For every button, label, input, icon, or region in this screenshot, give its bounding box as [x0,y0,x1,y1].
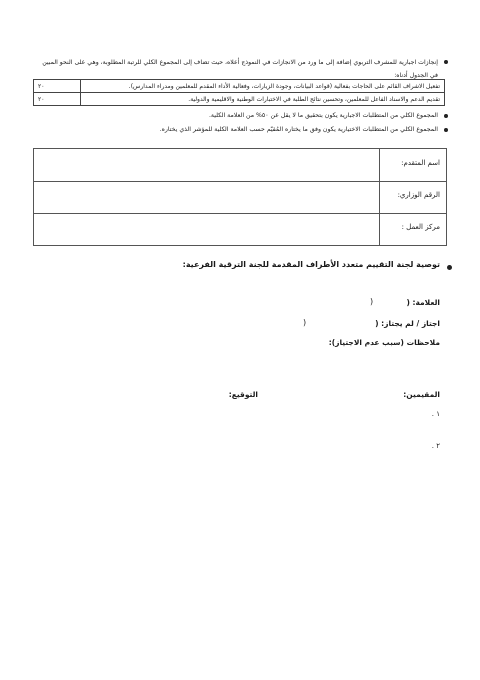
evaluators-label: المقيمين: [403,390,440,399]
work-center-row [34,213,446,245]
criterion-score: ٢٠ [34,80,81,93]
signature-label: التوقيع: [228,390,258,399]
rejection-notes-label: ملاحظات (سبب عدم الاجتياز): [328,338,440,347]
criteria-table [33,79,445,106]
note-text: المجموع الكلي من المتطلبات الاجبارية يكون بتحقيق ما لا يقل عن ٥٠% من العلامة الكلية. [208,112,438,119]
name-row [34,149,446,182]
ministry-number-row [34,181,446,214]
table-row [34,80,445,93]
bullet-icon [444,114,448,118]
criterion-text: تقديم الدعم والاسناد الفاعل للمعلمين، وتحسين نتائج الطلبة في الاختبارات الوطنية والاقليمية والدولية. [81,93,445,106]
mark-label: العلامة: ( [406,298,440,307]
evaluator-2-number: ٢ . [431,442,440,450]
applicant-info-box [33,148,447,246]
pass-fail-label: اجتاز / لم يجتاز: ( [375,319,440,328]
bullet-icon [447,265,452,270]
ministry-number-label: الرقم الوزاري: [397,191,440,199]
note-optional [38,125,438,135]
intro-text: إنجازات اجبارية للمشرف التربوي إضافة إلى ما ورد من الانجازات في النموذج أعلاه، حيث تضاف إلى المجموع الكلي للرتبة المطلوبة، وهي على النحو المبين في الجدول أدناه: [42,59,438,79]
bullet-icon [444,128,448,132]
criterion-score: ٢٠ [34,93,81,106]
table-row [34,93,445,106]
pass-fail-close-paren: ) [303,318,307,327]
recommendation-heading [183,260,440,269]
work-center-label: مركز العمل : [401,223,440,231]
evaluator-1-number: ١ . [431,410,440,418]
criterion-text: تفعيل الاشراف القائم على الحاجات بفعالية (قواعد البيانات، وجودة الزيارات، وفعالية الأداء المقدم للمعلمين ومدراء المدارس). [81,80,445,93]
note-mandatory [38,111,438,121]
mark-close-paren: ) [370,297,374,306]
note-text: المجموع الكلي من المتطلبات الاختيارية يكون وفق ما يختاره المُقيّم حسب العلامة الكلية للمؤشر الذي يختاره. [159,126,438,133]
applicant-name-label: اسم المتقدم: [401,159,440,167]
bullet-icon [444,60,448,64]
heading-text: توصية لجنة التقييم متعدد الأطراف المقدمة للجنة الترقية الفرعية: [182,260,440,269]
